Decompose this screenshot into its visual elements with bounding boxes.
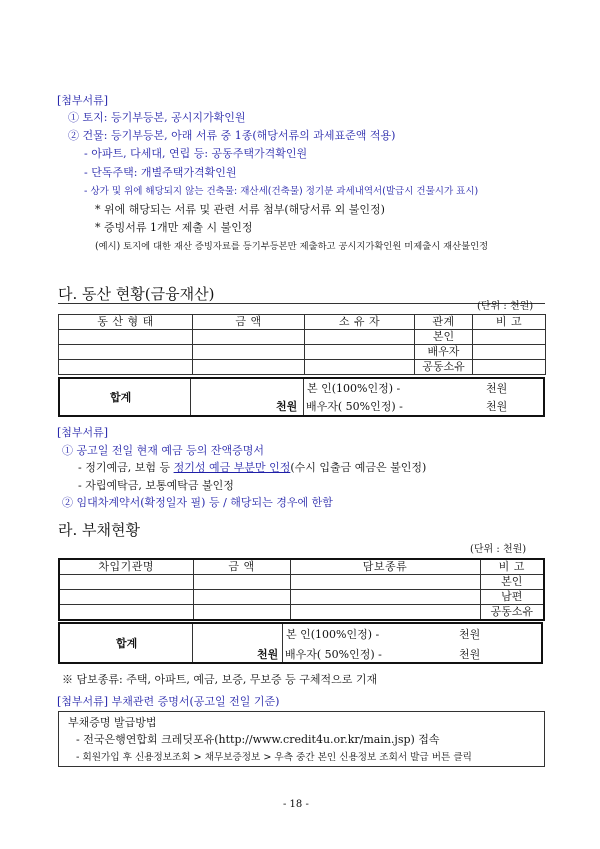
total-label-ra: 합계 [116,637,138,650]
cell-relation: 남편 [480,590,544,605]
header-amount: 금 액 [193,315,305,330]
table-row [59,590,544,605]
total-unit-da: 천원 [276,400,298,413]
cell-relation: 배우자 [415,345,473,360]
attachment-label-2: [첨부서류] [57,426,109,439]
header-lender: 차입기관명 [59,559,193,575]
cell-amount[interactable] [193,360,305,375]
attachment-label-1: [첨부서류] [57,94,109,107]
header-relation: 관계 [415,315,473,330]
cell-asset-type[interactable] [59,330,193,345]
total-divider [303,379,304,415]
cell-collateral[interactable] [290,575,480,590]
cell-owner[interactable] [305,330,415,345]
section-ra-heading: 라. 부채현황 [58,521,140,539]
cell-relation: 본인 [480,575,544,590]
attachment-sub-apartment: - 아파트, 다세대, 연립 등: 공동주택가격확인원 [84,147,308,160]
total-unit-ra: 천원 [257,648,279,661]
cell-owner[interactable] [305,345,415,360]
liability-cert-title: 부채증명 발급방법 [68,716,157,729]
table-row [59,345,546,360]
liability-cert-line1: - 전국은행연합회 크레딧포유(http://www.credit4u.or.kr/main.jsp) 접속 [76,733,440,746]
page-number: - 18 - [283,799,309,810]
total-self-da: 본 인(100%인정) - [307,382,401,395]
total-divider [282,624,283,662]
cell-remarks[interactable] [473,345,546,360]
header-owner: 소 유 자 [305,315,415,330]
section-da-unit: (단위 : 천원) [477,301,534,312]
attachment-item-land: ① 토지: 등기부등본, 공시지가확인원 [68,111,246,124]
total-self-unit-ra: 천원 [459,628,481,641]
cell-relation: 공동소유 [415,360,473,375]
attachment-sub-commercial: - 상가 및 위에 해당되지 않는 건축물: 재산세(건축물) 정기분 과세내역서(발급시 건물시가 표시) [84,186,479,197]
collateral-note: ※ 담보종류: 주택, 아파트, 예금, 보증, 무보증 등 구체적으로 기재 [62,673,378,686]
cell-amount[interactable] [193,345,305,360]
total-label-da: 합계 [110,391,132,404]
section-da-heading: 다. 동산 현황(금융재산) [58,285,215,303]
cell-collateral[interactable] [290,605,480,621]
attachment-item-building: ② 건물: 등기부등본, 아래 서류 중 1종(해당서류의 과세표준액 적용) [68,129,396,142]
header-remarks: 비 고 [473,315,546,330]
cell-collateral[interactable] [290,590,480,605]
header-collateral: 담보종류 [290,559,480,575]
liability-cert-line2: - 회원가입 후 신용정보조회 > 채무보증정보 > 우측 중간 본인 신용정보 조회서 발급 버튼 클릭 [76,752,472,763]
cell-amount[interactable] [193,330,305,345]
section-da-divider [58,303,545,304]
attachment-deposit-sub2: - 자립예탁금, 보통예탁금 불인정 [78,479,234,492]
attachment-note-1: * 위에 해당되는 서류 및 관련 서류 첨부(해당서류 외 불인정) [95,203,385,216]
cell-relation: 본인 [415,330,473,345]
table-movable-assets [58,314,546,375]
total-divider [192,624,193,662]
cell-amount[interactable] [193,605,290,621]
table-liabilities [58,558,545,621]
cell-asset-type[interactable] [59,360,193,375]
attachment-sub-house: - 단독주택: 개별주택가격확인원 [84,166,237,179]
attachment-lease: ② 임대차계약서(확정일자 필) 등 / 해당되는 경우에 한함 [62,496,333,509]
total-spouse-unit-ra: 천원 [459,648,481,661]
cell-remarks[interactable] [473,330,546,345]
total-divider [190,379,191,415]
deposit-sub1-highlight: 정기성 예금 부분만 인정 [173,461,291,474]
attachment-deposit-sub1 [78,459,426,475]
deposit-sub1-suffix: (수시 입출금 예금은 불인정) [290,461,427,474]
attachment-label-3: [첨부서류] 부채관련 증명서(공고일 전일 기준) [57,695,280,708]
header-asset-type: 동 산 형 태 [59,315,193,330]
table-row [59,360,546,375]
table-row [59,575,544,590]
cell-lender[interactable] [59,605,193,621]
total-self-ra: 본 인(100%인정) - [286,628,380,641]
total-spouse-unit-da: 천원 [486,400,508,413]
cell-remarks[interactable] [473,360,546,375]
cell-relation: 공동소유 [480,605,544,621]
header-amount: 금 액 [193,559,290,575]
total-spouse-ra: 배우자( 50%인정) - [285,648,382,661]
cell-amount[interactable] [193,575,290,590]
total-self-unit-da: 천원 [486,382,508,395]
cell-asset-type[interactable] [59,345,193,360]
table-row [59,330,546,345]
deposit-sub1-prefix: - 정기예금, 보험 등 [78,461,174,474]
table-row [59,605,544,621]
attachment-deposit: ① 공고일 전일 현재 예금 등의 잔액증명서 [62,444,264,457]
total-spouse-da: 배우자( 50%인정) - [306,400,403,413]
cell-amount[interactable] [193,590,290,605]
cell-owner[interactable] [305,360,415,375]
attachment-note-2: * 증빙서류 1개만 제출 시 불인정 [95,221,253,234]
cell-lender[interactable] [59,590,193,605]
section-ra-unit: (단위 : 천원) [470,544,527,555]
cell-lender[interactable] [59,575,193,590]
header-remarks: 비 고 [480,559,544,575]
attachment-example: (예시) 토지에 대한 재산 증빙자료를 등기부등본만 제출하고 공시지가확인원 미제출시 재산불인정 [95,241,489,252]
